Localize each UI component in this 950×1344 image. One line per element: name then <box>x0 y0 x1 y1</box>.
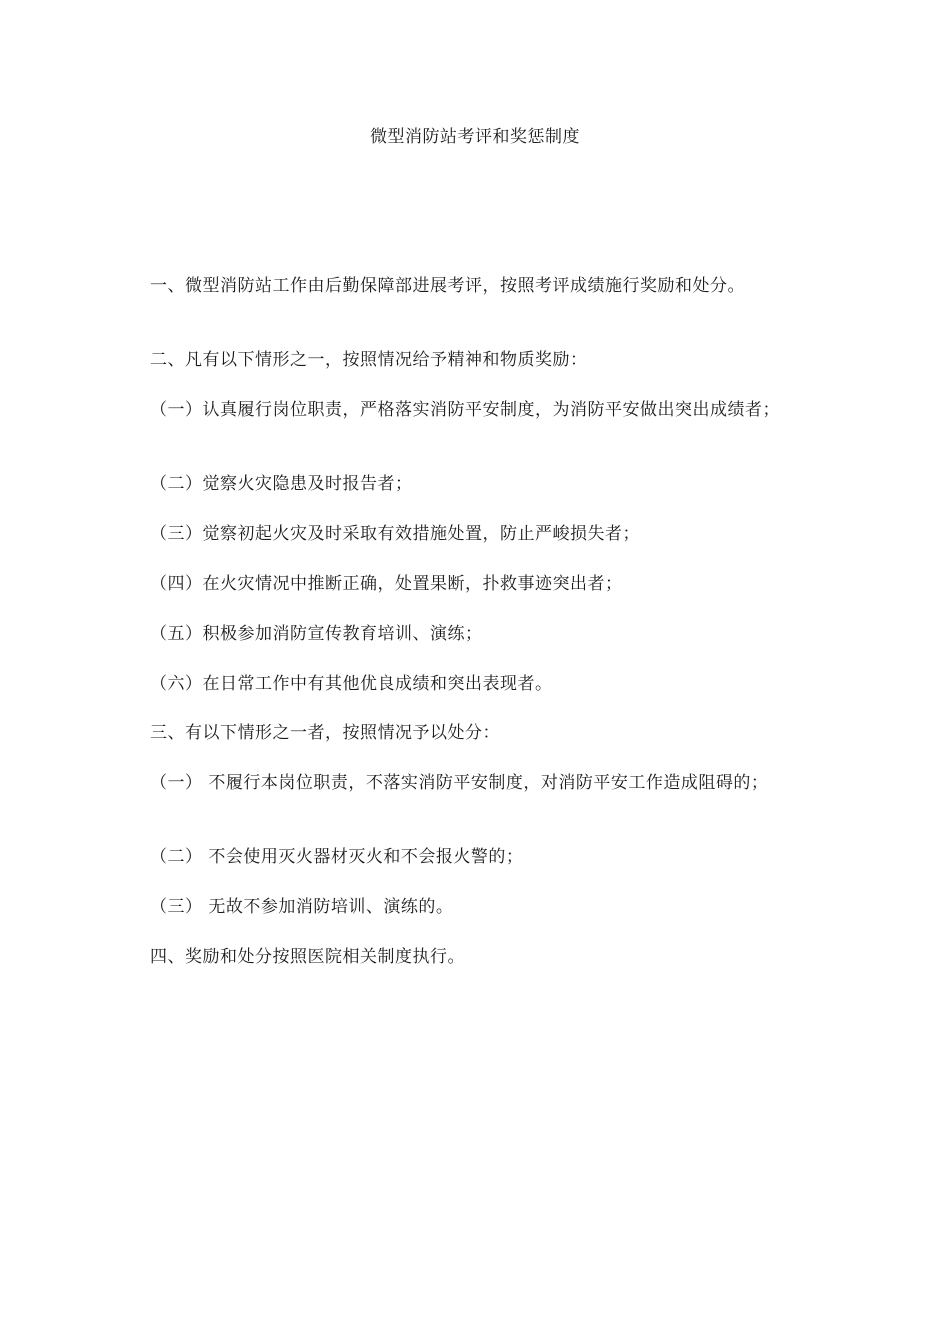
paragraph-section-3: 三、有以下情形之一者，按照情况予以处分： <box>150 723 500 743</box>
paragraph-item-2-5: （五）积极参加消防宣传教育培训、演练； <box>150 624 483 644</box>
paragraph-section-1: 一、微型消防站工作由后勤保障部进展考评，按照考评成绩施行奖励和处分。 <box>150 276 745 296</box>
paragraph-section-2: 二、凡有以下情形之一，按照情况给予精神和物质奖励： <box>150 350 588 370</box>
paragraph-item-3-2: （二） 不会使用灭火器材灭火和不会报火警的； <box>150 847 524 867</box>
document-title: 微型消防站考评和奖惩制度 <box>370 127 580 147</box>
paragraph-item-3-1: （一） 不履行本岗位职责，不落实消防平安制度，对消防平安工作造成阻碍的； <box>150 773 769 793</box>
paragraph-section-4: 四、奖励和处分按照医院相关制度执行。 <box>150 947 465 967</box>
paragraph-item-2-3: （三）觉察初起火灾及时采取有效措施处置，防止严峻损失者； <box>150 524 640 544</box>
paragraph-item-3-3: （三） 无故不参加消防培训、演练的。 <box>150 897 454 917</box>
paragraph-item-2-6: （六）在日常工作中有其他优良成绩和突出表现者。 <box>150 674 553 694</box>
paragraph-item-2-4: （四）在火灾情况中推断正确，处置果断，扑救事迹突出者； <box>150 574 623 594</box>
paragraph-item-2-1: （一）认真履行岗位职责，严格落实消防平安制度，为消防平安做出突出成绩者； <box>150 400 780 420</box>
paragraph-item-2-2: （二）觉察火灾隐患及时报告者； <box>150 474 413 494</box>
